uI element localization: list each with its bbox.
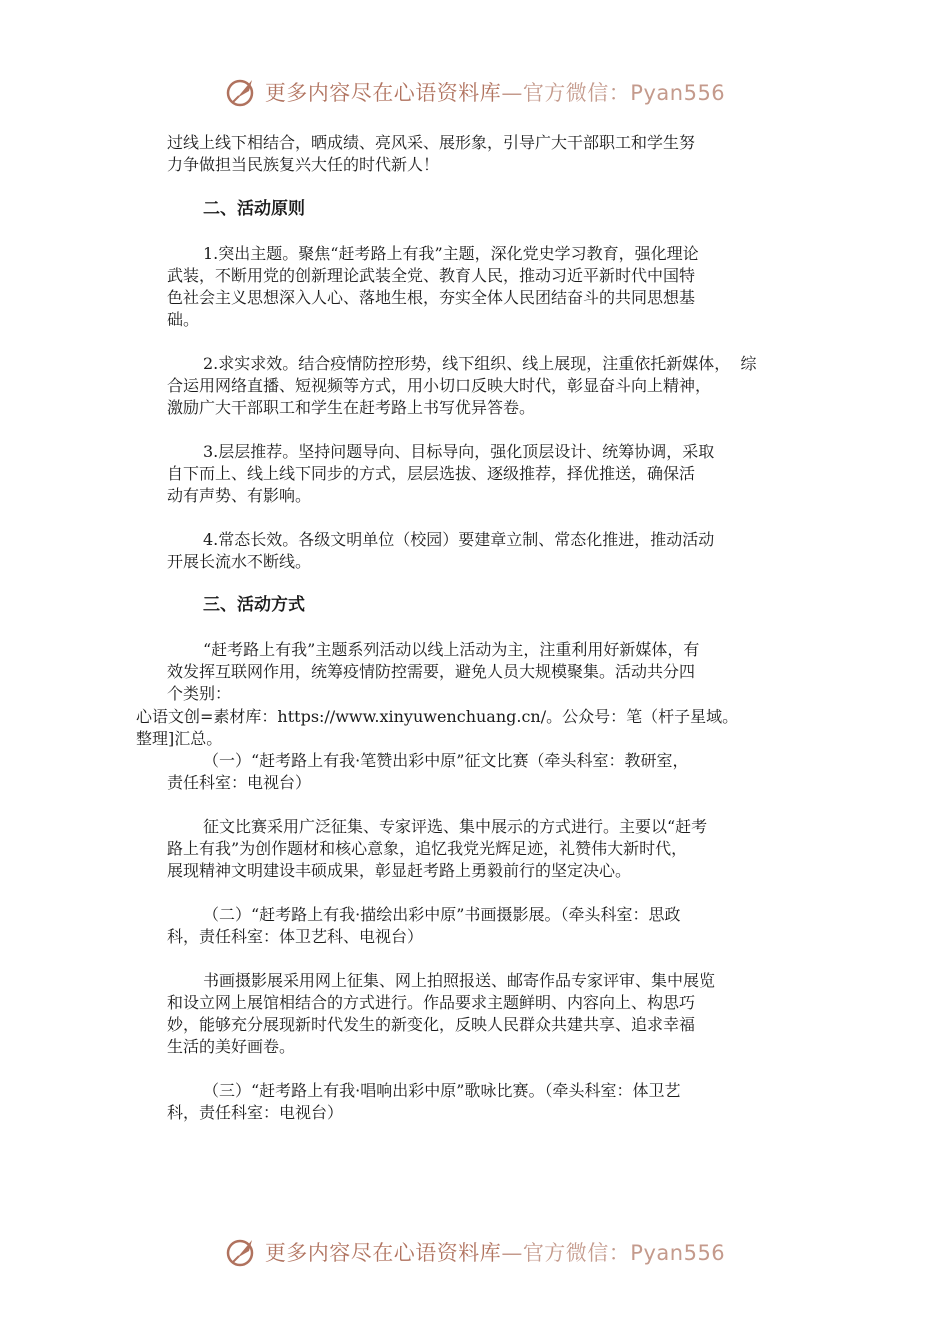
category-1-description: 征文比赛采用广泛征集、专家评选、集中展示的方式进行。主要以“赶考 路上有我”为创作题材和核心意象，追忆我党光辉足迹，礼赞伟大新时代， 展现精神文明建设丰硕成果，彰显赶考路上勇毅前行的坚定决心。 [167, 817, 708, 880]
watermark-text: 更多内容尽在心语资料库—官方微信：Pyan556 [264, 1241, 726, 1265]
principle-3: 3.层层推荐。坚持问题导向、目标导向，强化顶层设计、统筹协调，采取 自下而上、线上线下同步的方式，层层选拔、逐级推荐，择优推送，确保活 动有声势、有影响。 [167, 442, 715, 505]
principle-2: 2.求实求效。结合疫情防控形势，线下组织、线上展现，注重依托新媒体， 综 合运用网络直播、短视频等方式，用小切口反映大时代，彰显奋斗向上精神， 激励广大干部职工和学生在赶考路上书写优异答卷。 [167, 354, 757, 417]
paragraph-intro-continuation: 过线上线下相结合，晒成绩、亮风采、展形象，引导广大干部职工和学生努 力争做担当民族复兴大任的时代新人！ [167, 133, 696, 174]
watermark-banner-bottom [0, 1232, 950, 1272]
category-3-title: （三）“赶考路上有我·唱响出彩中原”歌咏比赛。（牵头科室：体卫艺 科，责任科室：电视台） [167, 1081, 681, 1122]
category-2-description: 书画摄影展采用网上征集、网上拍照报送、邮寄作品专家评审、集中展览 和设立网上展馆相结合的方式进行。作品要求主题鲜明、内容向上、构思巧 妙，能够充分展现新时代发生的新变化，反映人民群众共建共享、追求幸福 生活的美好画卷。 [167, 971, 716, 1056]
section-heading-methods: 三、活动方式 [203, 595, 305, 615]
category-1-title: （一）“赶考路上有我·笔赞出彩中原”征文比赛（牵头科室：教研室， 责任科室：电视台） [167, 751, 689, 792]
methods-intro: “赶考路上有我”主题系列活动以线上活动为主，注重利用好新媒体，有 效发挥互联网作用，统筹疫情防控需要，避免人员大规模聚集。活动共分四 个类别： [167, 640, 700, 703]
watermark-text: 更多内容尽在心语资料库—官方微信：Pyan556 [264, 81, 726, 105]
quill-pen-logo-icon [225, 1235, 259, 1269]
principle-1: 1.突出主题。聚焦“赶考路上有我”主题，深化党史学习教育，强化理论 武装，不断用党的创新理论武装全党、教育人民，推动习近平新时代中国特 色社会主义思想深入人心、落地生根，夯实全体人民团结奋斗的共同思想基 础。 [167, 244, 699, 329]
section-heading-principles: 二、活动原则 [203, 199, 305, 219]
principle-4: 4.常态长效。各级文明单位（校园）要建章立制、常态化推进，推动活动 开展长流水不断线。 [167, 530, 715, 571]
category-2-title: （二）“赶考路上有我·描绘出彩中原”书画摄影展。（牵头科室：思政 科，责任科室：体卫艺科、电视台） [167, 905, 681, 946]
source-note: 心语文创=素材库：https://www.xinyuwenchuang.cn/。公众号：笔（杆子星域。 整理]汇总。 [136, 707, 739, 748]
